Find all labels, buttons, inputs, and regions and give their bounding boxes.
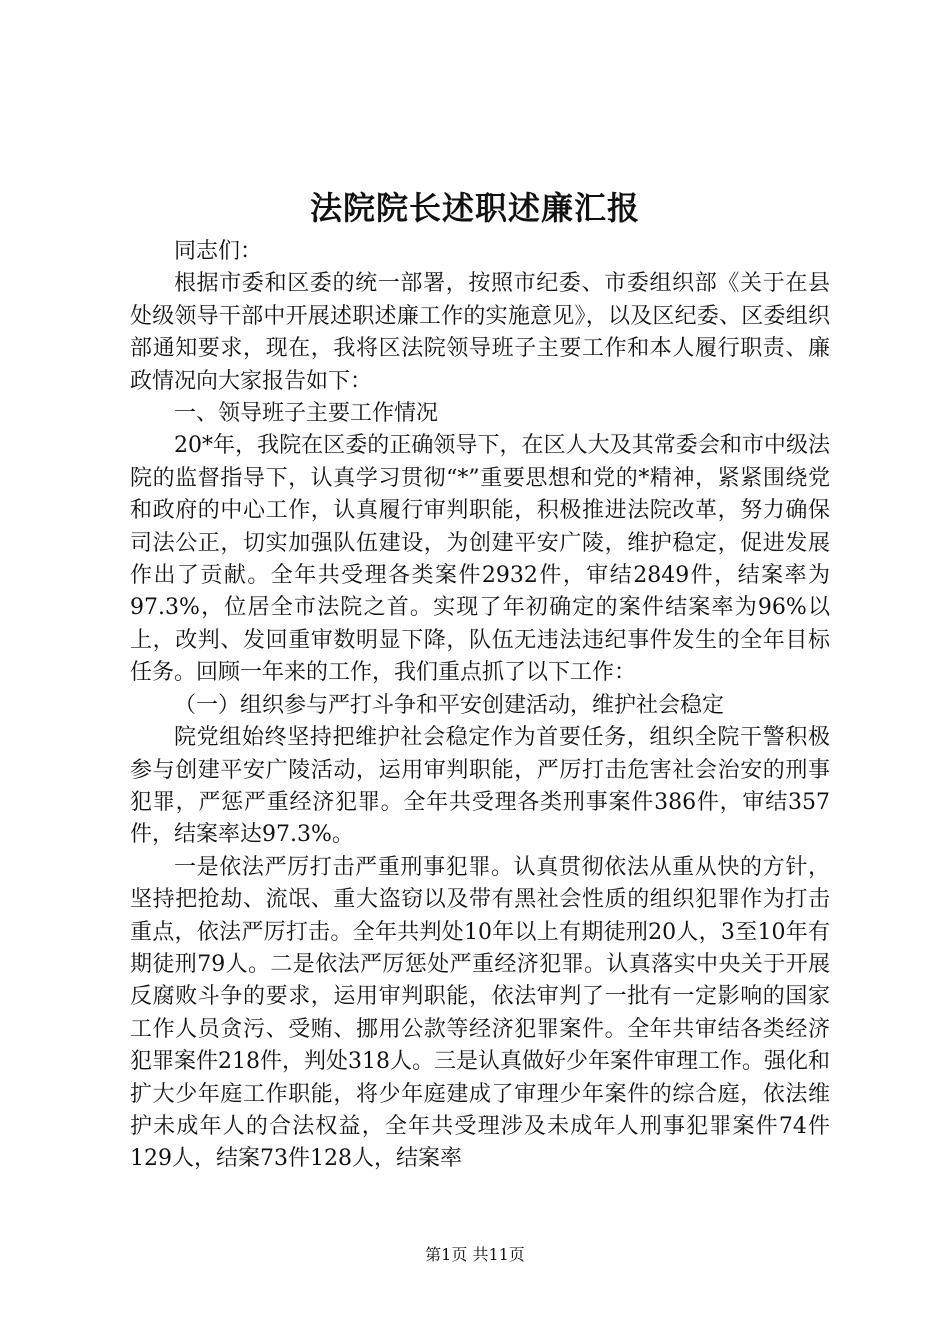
document-body [130,236,830,1176]
subsection-heading: （一）组织参与严打斗争和平安创建活动，维护社会稳定 [174,692,725,718]
document-title: 法院院长述职述廉汇报 [309,189,640,227]
section-heading: 一、领导班子主要工作情况 [174,401,439,427]
paragraph-stability: 院党组始终坚持把维护社会稳定作为首要任务，组织全院干警积极参与创建平安广陵活动，运用审判职能，严厉打击危害社会治安的刑事犯罪，严惩严重经济犯罪。全年共受理各类刑事案件386件，审结357件，结案率达97.3%。 [130,725,830,848]
salutation: 同志们： [174,239,263,264]
paragraph-criminal-cases: 一是依法严厉打击严重刑事犯罪。认真贯彻依法从重从快的方针，坚持把抢劫、流氓、重大盗窃以及带有黑社会性质的组织犯罪作为打击重点，依法严厉打击。全年共判处10年以上有期徒刑20人，3至10年有期徒刑79人。二是依法严厉惩处严重经济犯罪。认真落实中央关于开展反腐败斗争的要求，运用审判职能，依法审判了一批有一定影响的国家工作人员贪污、受贿、挪用公款等经济犯罪案件。全年共审结各类经济犯罪案件218件，判处318人。三是认真做好少年案件审理工作。强化和扩大少年庭工作职能，将少年庭建成了审理少年案件的综合庭，依法维护未成年人的合法权益，全年共受理涉及未成年人刑事犯罪案件74件129人，结案73件128人，结案率 [130,854,830,1172]
page-number: 第1页 共11页 [425,1245,525,1264]
paragraph-intro: 根据市委和区委的统一部署，按照市纪委、市委组织部《关于在县处级领导干部中开展述职述廉工作的实施意见》，以及区纪委、区委组织部通知要求，现在，我将区法院领导班子主要工作和本人履行职责、廉政情况向大家报告如下： [130,271,830,394]
paragraph-summary: 20*年，我院在区委的正确领导下，在区人大及其常委会和市中级法院的监督指导下，认真学习贯彻“*”重要思想和党的*精神，紧紧围绕党和政府的中心工作，认真履行审判职能，积极推进法院改革，努力确保司法公正，切实加强队伍建设，为创建平安广陵，维护稳定，促进发展作出了贡献。全年共受理各类案件2932件，审结2849件，结案率为97.3%，位居全市法院之首。实现了年初确定的案件结案率为96%以上，改判、发回重审数明显下降，队伍无违法违纪事件发生的全年目标任务。回顾一年来的工作，我们重点抓了以下工作： [130,433,830,686]
